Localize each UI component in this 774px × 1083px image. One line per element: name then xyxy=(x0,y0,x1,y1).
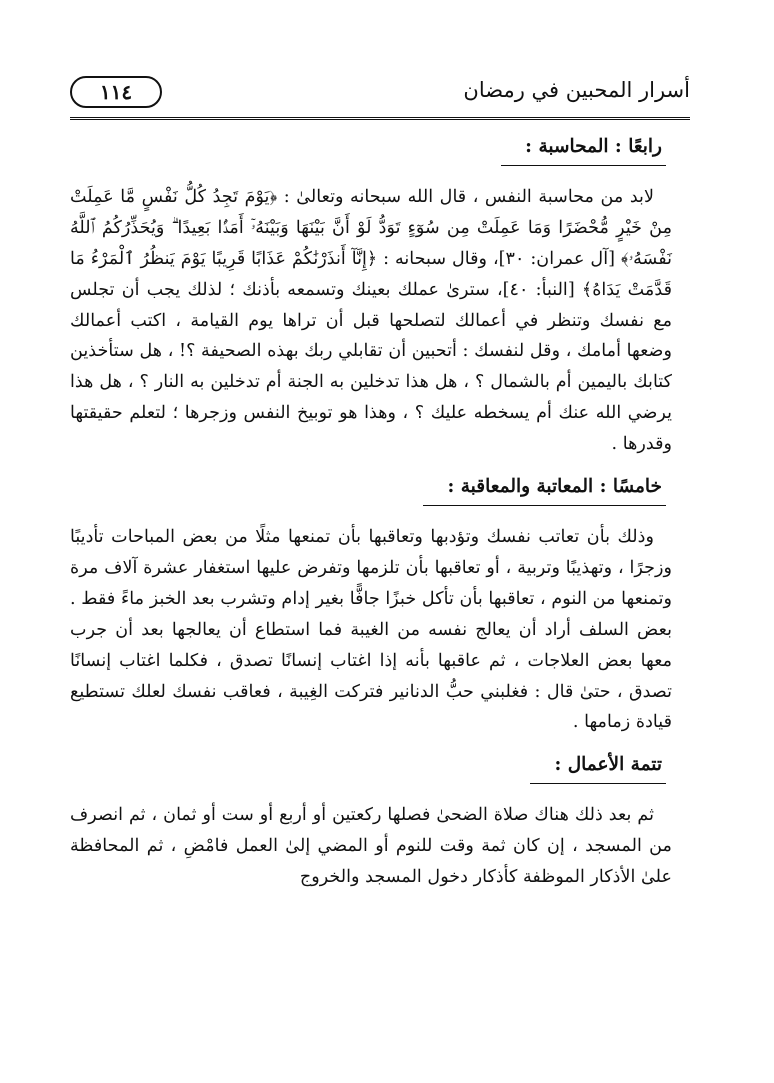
section-heading-muhasaba: رابعًا : المحاسبة : xyxy=(501,132,666,166)
paragraph-text: لابد من محاسبة النفس ، قال الله سبحانه وتعالىٰ : ﴿يَوْمَ تَجِدُ كُلُّ نَفْسٍ مَّا عَمِلَتْ مِنْ خَيْرٍ مُّحْضَرًا وَمَا عَمِلَتْ مِن سُوٓءٍ تَوَدُّ لَوْ أَنَّ بَيْنَهَا وَبَيْنَهُۥٓ أَمَدًۢا بَعِيدًا ۗ وَيُحَذِّرُكُمُ ٱللَّهُ نَفْسَهُۥ﴾ [آل عمران: ٣٠]، وقال سبحانه : ﴿إِنَّآ أَنذَرْنَٰكُمْ عَذَابًا قَرِيبًا يَوْمَ يَنظُرُ ٱلْمَرْءُ مَا قَدَّمَتْ يَدَاهُ﴾ [النبأ: ٤٠]، سترىٰ عملك بعينك وتسمعه بأذنك ؛ لذلك يجب أن تجلس مع نفسك وتنظر في أعمالك لتصلحها قبل أن تراها يوم القيامة ، اكتب أعمالك وضعها أمامك ، وقل لنفسك : أتحبين أن تقابلي ربك بهذه الصحيفة ؟! ، هل ستأخذين كتابك باليمين أم بالشمال ؟ ، هل هذا تدخلين به الجنة أم تدخلين به النار ؟ ، هل هذا يرضي الله عنك أم يسخطه عليك ؟ ، وهذا هو توبيخ النفس وزجرها ؛ لتعلم حقيقتها وقدرها . xyxy=(70,186,672,455)
page-header xyxy=(70,72,690,116)
paragraph-text: ثم بعد ذلك هناك صلاة الضحىٰ فصلها ركعتين أو أربع أو ست أو ثمان ، ثم انصرف من المسجد ، إن كان ثمة وقت للنوم أو المضي إلىٰ العمل فامْضِ ، ثم المحافظة علىٰ الأذكار الموظفة كأذكار دخول المسجد والخروج xyxy=(70,805,672,888)
page-number-badge: ١١٤ xyxy=(70,76,162,108)
page-body xyxy=(70,132,672,893)
section-paragraph-tatimma xyxy=(70,800,672,893)
paragraph-text: وذلك بأن تعاتب نفسك وتؤدبها وتعاقبها بأن تمنعها مثلًا من بعض المباحات تأديبًا وزجرًا ، وتهذيبًا وتربية ، أو تعاقبها بأن تلزمها وتفرض عليها استغفار عشرة آلاف مرة وتمنعها من النوم ، تعاقبها بأن تأكل خبزًا جافًّا بغير إدام وتشرب بعد الخبز ماءً فقط . بعض السلف أراد أن يعالج نفسه من الغيبة فما استطاع أن يعالجها بعد أن جرب معها بعض العلاجات ، ثم عاقبها بأنه إذا اغتاب إنسانًا تصدق ، فكلما اغتاب إنسانًا تصدق ، حتىٰ قال : فغلبني حبُّ الدنانير فتركت الغِيبة ، فعاقب نفسك لعلك تستطيع قيادة زمامها . xyxy=(70,526,672,733)
section-heading-tatimma: تتمة الأعمال : xyxy=(530,750,666,784)
section-heading-muataba: خامسًا : المعاتبة والمعاقبة : xyxy=(423,472,666,506)
header-rule xyxy=(70,117,690,120)
book-title: أسرار المحبين في رمضان xyxy=(463,78,690,102)
section-paragraph-muataba xyxy=(70,522,672,738)
section-paragraph-muhasaba xyxy=(70,182,672,460)
